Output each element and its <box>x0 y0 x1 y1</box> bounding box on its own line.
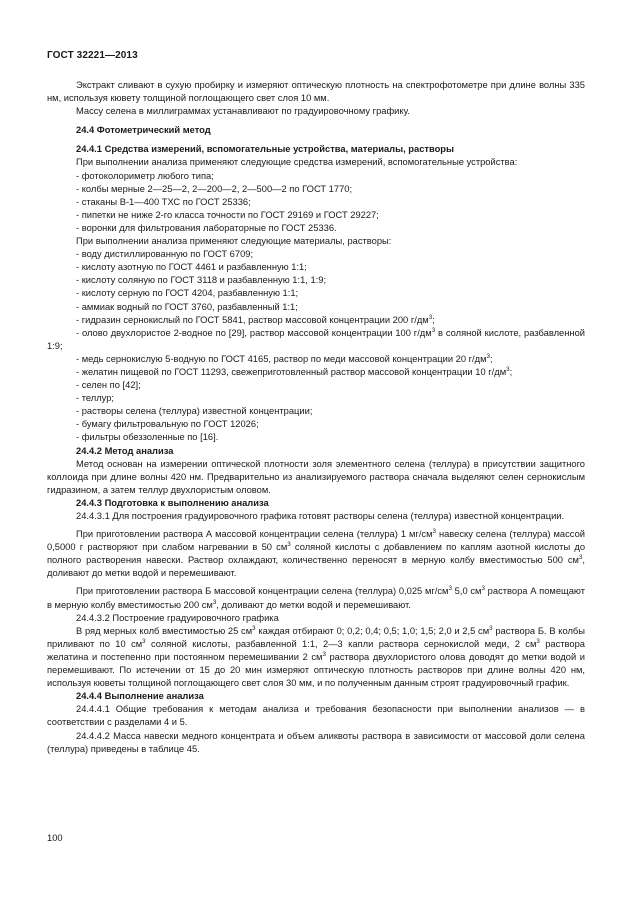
superscript: 3 <box>212 598 217 606</box>
paragraph <box>47 585 585 611</box>
list-item: - воронки для фильтрования лабораторные по ГОСТ 25336. <box>76 222 337 233</box>
list-item: - селен по [42]; <box>76 380 141 391</box>
list-item: - воду дистиллированную по ГОСТ 6709; <box>76 249 254 260</box>
superscript: 3 <box>481 585 485 593</box>
section-heading: 24.4 Фотометрический метод <box>76 125 211 136</box>
subsection-heading: 24.4.3 Подготовка к выполнению анализа <box>76 497 269 508</box>
paragraph: Массу селена в миллиграммах устанавливают по градуировочному графику. <box>76 106 410 117</box>
paragraph <box>47 528 585 580</box>
list-item: - фотоколориметр любого типа; <box>76 170 214 181</box>
text-run: - медь сернокислую 5-водную по ГОСТ 4165, раствор по меди массовой концентрации 20 г/дм <box>76 353 487 364</box>
list-item: - аммиак водный по ГОСТ 3760, разбавленный 1:1; <box>76 301 298 312</box>
text-run: - гидразин сернокислый по ГОСТ 5841, раствор массовой концентрации 200 г/дм <box>76 314 429 325</box>
text-run: , доливают до метки водой и перемешивают. <box>47 555 585 579</box>
text-run: 5,0 см <box>451 586 482 597</box>
superscript: 3 <box>142 637 146 645</box>
page-number: 100 <box>47 833 63 843</box>
text-run: При приготовлении раствора Б массовой концентрации селена (теллура) 0,025 мг/см <box>76 586 449 597</box>
text-run: - олово двухлористое 2-водное по [29], раствор массовой концентрации 100 г/дм <box>76 327 432 338</box>
list-item: - кислоту серную по ГОСТ 4204, разбавленную 1:1; <box>76 288 299 299</box>
paragraph: 24.4.4.1 Общие требования к методам анализа и требования безопасности при выполнении анализов — в соответствии с разделами 4 и 5. <box>47 704 585 728</box>
text-run: раствора желатина и постепенно при постоянном перемешивании 2 см <box>47 638 585 662</box>
list-item <box>47 314 585 327</box>
text-run: раствора двухлористого олова доводят до метки водой и перемешивают. По истечении от 15 до 20 мин измеряют оптическую плотность растворов при длине волны 420 нм, используя кюветы толщиной поглощающего свет слоя 30 мм, и по полученным данным строят градуировочный график. <box>47 651 585 689</box>
text-run: соляной кислоты с добавлением по каплям азотной кислоты до полного растворения навески. Раствор охлаждают, количественно переносят в мерную колбу вместимостью 500 см <box>47 542 586 566</box>
superscript: 3 <box>578 554 583 562</box>
text-run: раствора Б. В колбы приливают по 10 см <box>47 625 585 649</box>
paragraph: При выполнении анализа применяют следующие материалы, растворы: <box>76 236 392 247</box>
text-run: в соляной кислоте, разбавленной 1:9; <box>47 327 585 351</box>
superscript: 3 <box>322 650 326 658</box>
text-run: , доливают до метки водой и перемешивают. <box>216 599 411 610</box>
superscript: 3 <box>486 352 490 360</box>
list-item: - колбы мерные 2—25—2, 2—200—2, 2—500—2 по ГОСТ 1770; <box>76 183 353 194</box>
list-item: - кислоту соляную по ГОСТ 3118 и разбавленную 1:1, 1:9; <box>76 275 327 286</box>
text-run: ; <box>509 366 513 377</box>
text-run: ; <box>489 353 493 364</box>
paragraph: 24.4.3.1 Для построения градуировочного графика готовят растворы селена (теллура) известной концентрации. <box>76 511 565 521</box>
paragraph <box>47 625 585 690</box>
text-run: - желатин пищевой по ГОСТ 11293, свежеприготовленный раствор массовой концентрации 10 г/дм <box>76 366 507 377</box>
superscript: 3 <box>506 365 510 373</box>
list-item: - кислоту азотную по ГОСТ 4461 и разбавленную 1:1; <box>76 262 307 273</box>
paragraph: При выполнении анализа применяют следующие средства измерений, вспомогательные устройства: <box>76 157 518 168</box>
superscript: 3 <box>428 313 433 321</box>
paragraph: 24.4.3.2 Построение градуировочного графика <box>76 612 279 623</box>
text-run: В ряд мерных колб вместимостью 25 см <box>76 625 253 636</box>
list-item <box>47 366 585 379</box>
list-item: - растворы селена (теллура) известной концентрации; <box>76 406 313 417</box>
superscript: 3 <box>448 585 452 593</box>
list-item <box>47 353 585 366</box>
superscript: 3 <box>536 637 540 645</box>
superscript: 3 <box>489 624 493 632</box>
text-run: При приготовлении раствора А массовой концентрации селена (теллура) 1 мг/см <box>76 529 433 540</box>
superscript: 3 <box>432 527 436 535</box>
list-item: - фильтры обеззоленные по [16]. <box>76 432 219 443</box>
superscript: 3 <box>431 326 436 334</box>
superscript: 3 <box>287 541 291 549</box>
paragraph: Метод основан на измерении оптической плотности золя элементного селена (теллура) в присутствии защитного коллоида при длине волны 420 нм. Предварительно из анализируемого раствора сначала выделяют селен сернокислым гидразином, а затем теллур двухлористым оловом. <box>47 458 585 495</box>
paragraph: 24.4.4.2 Масса навески медного концентрата и объем аликвоты раствора в зависимости от массовой доли селена (теллура) приведены в таблице 45. <box>47 730 585 754</box>
text-run: раствора А помещают в мерную колбу вместимостью 200 см <box>47 586 586 610</box>
list-item <box>47 327 585 353</box>
list-item: - теллур; <box>76 393 115 404</box>
list-item: - бумагу фильтровальную по ГОСТ 12026; <box>76 419 259 430</box>
document-header: ГОСТ 32221—2013 <box>47 50 138 61</box>
text-run: ; <box>432 314 435 325</box>
text-run: навеску селена (теллура) массой 0,5000 г растворяют при слабом нагревании в 50 см <box>47 529 585 553</box>
document-body <box>47 79 585 756</box>
subsection-heading: 24.4.1 Средства измерений, вспомогательные устройства, материалы, растворы <box>76 144 454 155</box>
list-item: - стаканы В-1—400 ТХС по ГОСТ 25336; <box>76 196 251 207</box>
paragraph: Экстракт сливают в сухую пробирку и измеряют оптическую плотность на спектрофотометре при длине волны 335 нм, используя кювету толщиной поглощающего свет слоя 10 мм. <box>47 80 585 104</box>
subsection-heading: 24.4.2 Метод анализа <box>76 445 174 456</box>
superscript: 3 <box>252 624 256 632</box>
text-run: соляной кислоты, разбавленной 1:1, 2—3 капли раствора сернокислой меди, 2 см <box>145 638 537 649</box>
list-item: - пипетки не ниже 2-го класса точности по ГОСТ 29169 и ГОСТ 29227; <box>76 209 379 220</box>
subsection-heading: 24.4.4 Выполнение анализа <box>76 691 204 702</box>
text-run: каждая отбирают 0; 0,2; 0,4; 0,5; 1,0; 1,5; 2,0 и 2,5 см <box>255 625 490 636</box>
